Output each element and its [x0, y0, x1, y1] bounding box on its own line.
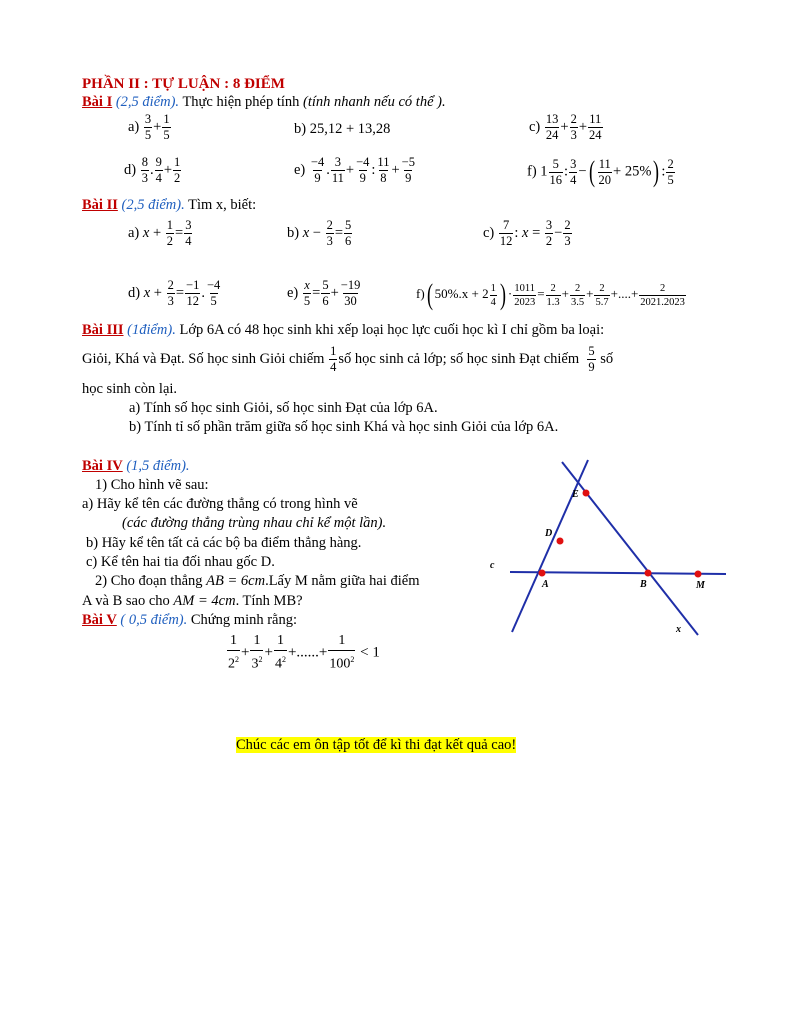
bai4-p1: 1) Cho hình vẽ sau:: [95, 477, 209, 493]
section-title: PHẦN II : TỰ LUẬN : 8 ĐIỂM: [82, 76, 285, 92]
bai2-heading: [82, 197, 256, 214]
footer-message: [236, 737, 516, 754]
item-label: b): [287, 224, 300, 241]
bai2-d: d) x + $\frac{2}{3}$ = $\frac{-1}{12}$ . $\frac{-4}{5}$: [128, 278, 221, 308]
bai4-p2: [95, 573, 420, 590]
bai5-heading: [82, 612, 297, 629]
line-x: [562, 462, 698, 635]
label-a: A: [542, 579, 549, 590]
label-b: B: [640, 579, 647, 590]
bai2-points: (2,5 điểm).: [121, 197, 185, 213]
label-c: c: [490, 560, 495, 571]
bai1-a: a) $\frac{3}{5}$ + $\frac{1}{5}$: [128, 112, 170, 142]
bai4-p1c: c) Kể tên hai tia đối nhau gốc D.: [86, 554, 275, 570]
label-m: M: [696, 580, 705, 591]
bai4-points: (1,5 điểm).: [126, 458, 190, 474]
label-d: D: [545, 528, 553, 539]
bai4-text: . Tính MB?: [235, 593, 303, 609]
bai1-points: (2,5 điểm).: [115, 94, 180, 110]
item-label: c): [529, 118, 541, 135]
item-label: d): [124, 161, 137, 178]
bai2-c: c) $\frac{7}{12}$ : x = $\frac{3}{2}$ − $\frac{2}{3}$: [483, 218, 571, 248]
item-label: a): [128, 224, 140, 241]
bai4-text: .Lấy M nằm giữa hai điểm: [265, 573, 420, 589]
bai1-d: d) $\frac{8}{3}$ . $\frac{9}{4}$ + $\frac{1}{2}$: [124, 155, 181, 185]
bai4-p1a: a) Hãy kể tên các đường thẳng có trong hình vẽ: [82, 496, 358, 512]
bai4-text: 2) Cho đoạn thẳng: [95, 573, 203, 589]
bai1-f: f) 1 $\frac{5}{16}$ : $\frac{3}{4}$ −( $\frac{11}{20}$ + 25%) : $\frac{2}{5}$: [527, 155, 674, 188]
label-x: x: [676, 624, 681, 635]
item-label: e): [287, 284, 299, 301]
am-length: AM = 4cm: [173, 593, 236, 609]
footer-text: Chúc các em ôn tập tốt để kì thi đạt kết quả cao!: [236, 737, 517, 753]
item-label: f): [527, 163, 537, 180]
bai1-label: Bài I: [82, 94, 113, 110]
bai4-p1a-note: (các đường thẳng trùng nhau chỉ kể một lần).: [122, 515, 387, 531]
bai2-f: f)( 50%.x + 2 $\frac{1}{4}$ ) · $\frac{1011}{2023}$ = $\frac{2}{1.3}$ + $\frac{2}{3.5}$ + $\frac{2}{5.7}$ +....+ $\frac{2}{2021.2023}$: [416, 278, 685, 311]
bai3-text: Giỏi, Khá và Đạt. Số học sinh Giỏi chiếm: [82, 350, 325, 367]
point-m: [695, 571, 702, 578]
bai1-b: b) 25,12 + 13,28: [294, 121, 391, 137]
bai4-label: Bài IV: [82, 458, 123, 474]
ineq-rhs: < 1: [360, 644, 380, 661]
ineq-dots: +......+: [287, 644, 328, 661]
bai5-points: ( 0,5 điểm).: [120, 612, 188, 628]
bai1-instruction: Thực hiện phép tính: [182, 94, 300, 110]
bai2-e: e) $\frac{x}{5}$ = $\frac{5}{6}$ + $\frac{-19}{30}$: [287, 278, 361, 308]
ab-length: AB = 6cm: [206, 573, 266, 589]
bai2-a: a) x + $\frac{1}{2}$ = $\frac{3}{4}$: [128, 218, 192, 248]
bai1-e: e) $\frac{-4}{9}$ . $\frac{3}{11}$ + $\frac{-4}{9}$ : $\frac{11}{8}$ + $\frac{-5}{9}$: [294, 155, 415, 185]
bai1-note: (tính nhanh nếu có thể ).: [303, 94, 446, 110]
bai3-question-b: b) Tính tỉ số phần trăm giữa số học sinh Khá và học sinh Giỏi của lớp 6A.: [129, 419, 559, 435]
item-label: c): [483, 224, 495, 241]
item-label: d): [128, 284, 141, 301]
bai2-instruction: Tìm x, biết:: [188, 197, 257, 213]
point-d: [557, 538, 564, 545]
point-a: [539, 570, 546, 577]
label-e: E: [572, 489, 579, 500]
bai2-label: Bài II: [82, 197, 118, 213]
line-ea: [512, 460, 588, 632]
bai3-line1: [82, 322, 604, 339]
bai5-inequality: $\frac{1}{2^2}$ + $\frac{1}{3^2}$ + $\frac{1}{4^2}$ +......+ $\frac{1}{100^2}$ < 1: [228, 633, 380, 672]
bai3-line2: Giỏi, Khá và Đạt. Số học sinh Giỏi chiếm $\frac{1}{4}$ số học sinh cả lớp; số học sinh Đạt chiếm $\frac{5}{9}$ số: [82, 344, 614, 374]
item-label: f): [416, 285, 425, 301]
bai3-text: Lớp 6A có 48 học sinh khi xếp loại học lực cuối học kì I chỉ gồm ba loại:: [179, 322, 605, 338]
bai4-heading: [82, 458, 190, 475]
bai3-text: số: [600, 350, 614, 367]
percent-value: 25%: [624, 163, 652, 180]
point-e: [583, 490, 590, 497]
bai3-question-a: a) Tính số học sinh Giỏi, số học sinh Đạt của lớp 6A.: [129, 400, 438, 416]
bai3-line3: học sinh còn lại.: [82, 381, 178, 397]
bai3-label: Bài III: [82, 322, 124, 338]
bai2-b: b) x − $\frac{2}{3}$ = $\frac{5}{6}$: [287, 218, 352, 248]
bai3-text: số học sinh cả lớp; số học sinh Đạt chiếm: [338, 350, 580, 367]
bai4-p1b: b) Hãy kể tên tất cả các bộ ba điểm thẳng hàng.: [86, 535, 362, 551]
bai4-p2-line2: [82, 593, 303, 610]
f-percent: 50%.x: [434, 285, 469, 301]
item-label: e): [294, 161, 306, 178]
bai5-instruction: Chứng minh rằng:: [190, 612, 298, 628]
bai5-label: Bài V: [82, 612, 117, 628]
point-b: [645, 570, 652, 577]
item-label: a): [128, 118, 140, 135]
bai1-heading: [82, 94, 446, 111]
bai3-points: (1điểm).: [127, 322, 176, 338]
bai1-c: c) $\frac{13}{24}$ + $\frac{2}{3}$ + $\frac{11}{24}$: [529, 112, 602, 142]
geometry-figure: [480, 455, 740, 645]
bai4-text: A và B sao cho: [82, 593, 170, 609]
